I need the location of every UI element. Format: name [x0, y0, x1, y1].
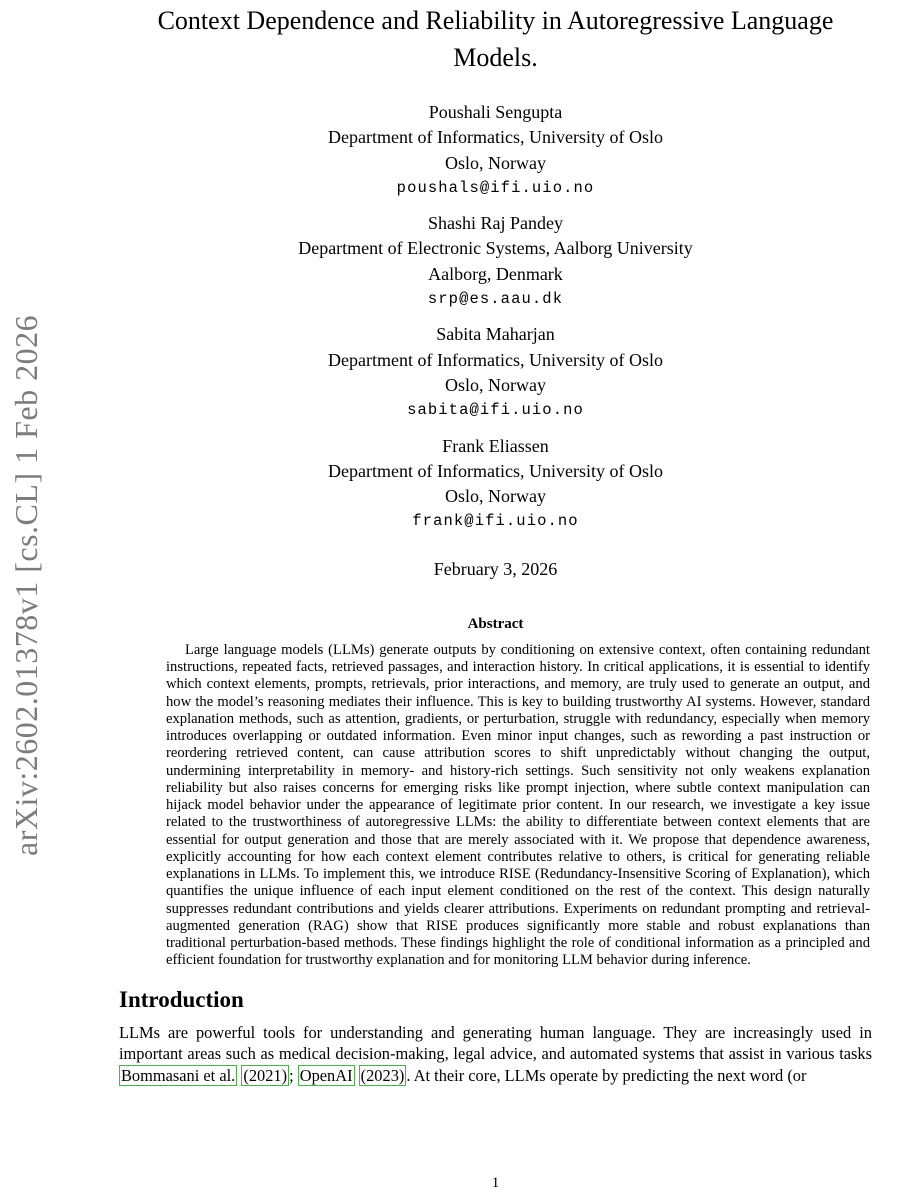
author-name: Sabita Maharjan: [436, 324, 555, 345]
page-number: 1: [491, 1175, 500, 1191]
author-block: [119, 434, 872, 535]
author-email: frank@ifi.uio.no: [412, 512, 579, 531]
introduction-paragraph: [119, 1022, 872, 1087]
intro-text-before: LLMs are powerful tools for understanding and generating human language. They are increasingly used in important areas such as medical decision-making, legal advice, and automated systems that assist in various tasks: [119, 1022, 872, 1064]
abstract-heading: Abstract: [467, 615, 524, 632]
author-email: sabita@ifi.uio.no: [407, 401, 584, 420]
author-location: Oslo, Norway: [445, 152, 546, 173]
author-affiliation: Department of Informatics, University of Oslo: [328, 349, 663, 370]
author-block: [119, 211, 872, 312]
author-affiliation: Department of Informatics, University of Oslo: [328, 460, 663, 481]
author-name: Poushali Sengupta: [428, 102, 563, 122]
author-email: poushals@ifi.uio.no: [396, 178, 595, 197]
section-heading-introduction: Introduction: [119, 986, 244, 1012]
citation-year-link-2023[interactable]: (2023): [360, 1065, 405, 1085]
arxiv-watermark: arXiv:2602.01378v1 [cs.CL] 1 Feb 2026: [8, 314, 44, 856]
intro-text-after: . At their core, LLMs operate by predicting the next word (or: [406, 1065, 807, 1085]
citation-separator: ;: [289, 1065, 298, 1085]
abstract-text: Large language models (LLMs) generate outputs by conditioning on extensive context, often containing redundant instructions, repeated facts, retrieved passages, and interaction history. In critical applications, it is essential to identify which context elements, prompts, retrievals, prior interactions, and memory, are truly used to generate an output, and how the model’s reasoning mediates their influence. This is key to building trustworthy AI systems. However, standard explanation methods, such as attention, gradients, or perturbation, struggle with redundancy, especially when memory introduces overlapping or outdated information. Even minor input changes, such as rewording a past instruction or reordering retrieved content, can cause attribution scores to shift unpredictably without changing the output, undermining interpretability in memory- and history-rich settings. Such sensitivity not only weakens explanation reliability but also raises concerns for emerging risks like prompt injection, where subtle context manipulation can hijack model behavior under the appearance of legitimate prior content. In our research, we investigate a key issue related to the trustworthiness of autoregressive LLMs: the ability to differentiate between context elements that are essential for output generation and those that are merely associated with it. We propose that dependence awareness, explicitly accounting for how each context element contributes relative to others, is critical for generating reliable explanations in LLMs. To implement this, we introduce RISE (Redundancy-Insensitive Scoring of Explanation), which quantifies the unique influence of each input element conditioned on the rest of the context. This design naturally suppresses redundant contributions and yields clearer attributions. Experiments on redundant prompting and retrieval-augmented generation (RAG) show that RISE produces significantly more stable and robust explanations than traditional perturbation-based methods. These findings highlight the role of conditional information as a principled and efficient foundation for trustworthy explanation and for monitoring LLM behavior during inference.: [166, 641, 870, 969]
author-block: [119, 322, 872, 423]
citation-link-bommasani[interactable]: Bommasani et al.: [121, 1065, 236, 1085]
author-email: srp@es.aau.dk: [427, 290, 564, 309]
paper-title: Context Dependence and Reliability in Autoregressive Language Models.: [157, 6, 834, 72]
author-affiliation: Department of Informatics, University of Oslo: [328, 127, 663, 148]
paper-content: [119, 0, 872, 1103]
author-name: Frank Eliassen: [442, 435, 549, 456]
abstract-section: [119, 616, 872, 970]
author-location: Aalborg, Denmark: [428, 263, 563, 284]
citation-year-link-2021[interactable]: (2021): [243, 1065, 288, 1085]
citation-link-openai[interactable]: OpenAI: [299, 1065, 353, 1085]
paper-date: February 3, 2026: [433, 558, 558, 579]
author-block: [119, 100, 872, 201]
author-location: Oslo, Norway: [445, 486, 546, 507]
author-name: Shashi Raj Pandey: [428, 213, 563, 234]
author-list: [119, 100, 872, 535]
author-location: Oslo, Norway: [445, 374, 546, 395]
author-affiliation: Department of Electronic Systems, Aalborg University: [298, 238, 693, 259]
